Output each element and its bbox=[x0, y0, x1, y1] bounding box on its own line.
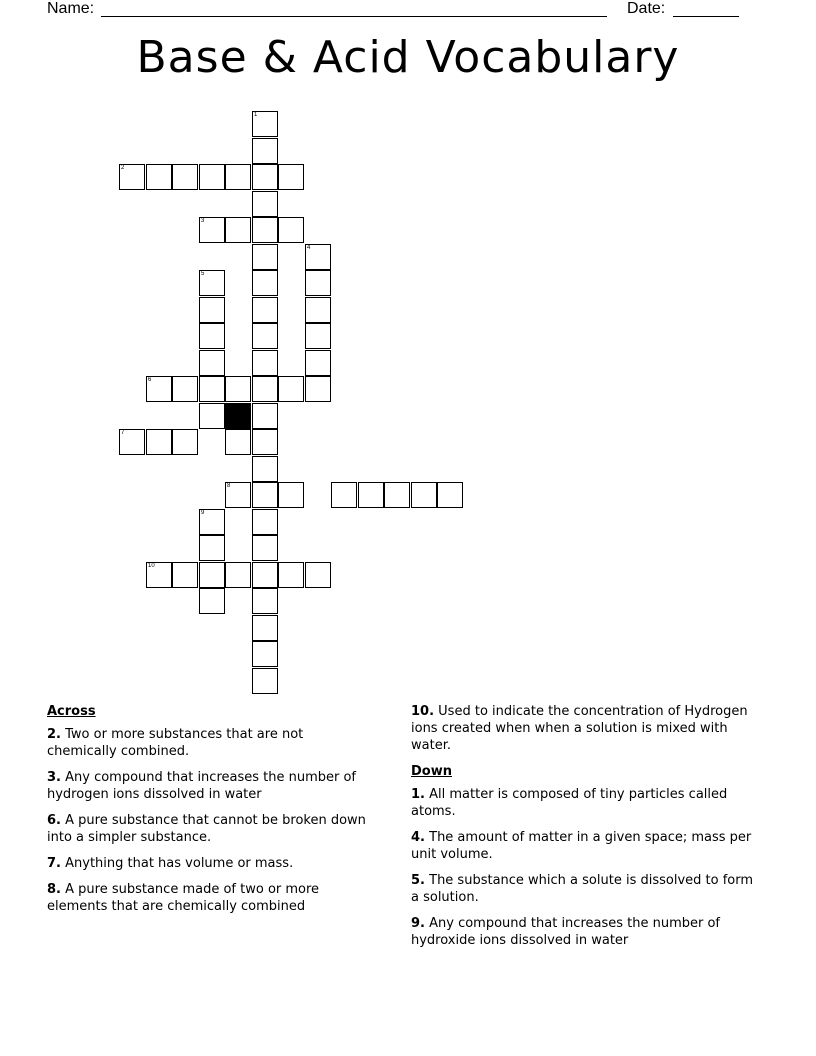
crossword-cell[interactable] bbox=[305, 244, 331, 270]
crossword-cell[interactable] bbox=[225, 429, 251, 455]
crossword-cell[interactable] bbox=[252, 509, 278, 535]
crossword-cell[interactable] bbox=[199, 588, 225, 614]
crossword-cell[interactable] bbox=[252, 376, 278, 402]
crossword-cell[interactable] bbox=[252, 164, 278, 190]
crossword-cell[interactable] bbox=[252, 191, 278, 217]
crossword-cell[interactable] bbox=[252, 217, 278, 243]
clue-across-7: 7. Anything that has volume or mass. bbox=[47, 856, 294, 871]
clue-number: 6 bbox=[148, 377, 152, 383]
crossword-cell[interactable] bbox=[305, 297, 331, 323]
crossword-cell[interactable] bbox=[305, 350, 331, 376]
crossword-cell[interactable] bbox=[199, 535, 225, 561]
date-label: Date: bbox=[627, 0, 666, 17]
crossword-cell[interactable] bbox=[225, 482, 251, 508]
crossword-cell[interactable] bbox=[172, 376, 198, 402]
crossword-cell[interactable] bbox=[199, 297, 225, 323]
down-heading: Down bbox=[411, 764, 452, 779]
crossword-cell[interactable] bbox=[172, 164, 198, 190]
clue-number: 1 bbox=[254, 112, 258, 118]
crossword-cell[interactable] bbox=[252, 297, 278, 323]
crossword-cell[interactable] bbox=[146, 164, 172, 190]
crossword-cell[interactable] bbox=[252, 323, 278, 349]
crossword-cell[interactable] bbox=[199, 217, 225, 243]
crossword-cell[interactable] bbox=[199, 350, 225, 376]
black-cell bbox=[225, 403, 251, 429]
crossword-cell[interactable] bbox=[252, 138, 278, 164]
crossword-cell[interactable] bbox=[252, 429, 278, 455]
clue-number: 4 bbox=[307, 245, 311, 251]
crossword-cell[interactable] bbox=[278, 376, 304, 402]
crossword-cell[interactable] bbox=[305, 562, 331, 588]
crossword-cell[interactable] bbox=[252, 456, 278, 482]
crossword-cell[interactable] bbox=[331, 482, 357, 508]
crossword-cell[interactable] bbox=[172, 562, 198, 588]
clue-number: 3 bbox=[201, 218, 205, 224]
crossword-cell[interactable] bbox=[252, 588, 278, 614]
crossword-cell[interactable] bbox=[199, 403, 225, 429]
crossword-cell[interactable] bbox=[146, 562, 172, 588]
crossword-cell[interactable] bbox=[146, 429, 172, 455]
clue-down-1: 1. All matter is composed of tiny particles called atoms. bbox=[411, 787, 728, 819]
crossword-cell[interactable] bbox=[199, 323, 225, 349]
crossword-cell[interactable] bbox=[199, 164, 225, 190]
crossword-cell[interactable] bbox=[199, 562, 225, 588]
crossword-cell[interactable] bbox=[278, 562, 304, 588]
crossword-cell[interactable] bbox=[278, 482, 304, 508]
across-heading: Across bbox=[47, 704, 96, 719]
crossword-cell[interactable] bbox=[225, 164, 251, 190]
crossword-cell[interactable] bbox=[411, 482, 437, 508]
crossword-cell[interactable] bbox=[252, 270, 278, 296]
crossword-cell[interactable] bbox=[225, 217, 251, 243]
crossword-cell[interactable] bbox=[119, 164, 145, 190]
crossword-cell[interactable] bbox=[384, 482, 410, 508]
crossword-cell[interactable] bbox=[199, 270, 225, 296]
page-title: Base & Acid Vocabulary bbox=[136, 32, 680, 83]
crossword-cell[interactable] bbox=[305, 323, 331, 349]
crossword-cell[interactable] bbox=[252, 615, 278, 641]
crossword-cell[interactable] bbox=[437, 482, 463, 508]
clue-number: 2 bbox=[121, 165, 125, 171]
crossword-cell[interactable] bbox=[199, 509, 225, 535]
crossword-cell[interactable] bbox=[225, 376, 251, 402]
crossword-cell[interactable] bbox=[252, 350, 278, 376]
crossword-cell[interactable] bbox=[305, 270, 331, 296]
crossword-cell[interactable] bbox=[278, 164, 304, 190]
name-label: Name: bbox=[47, 0, 95, 17]
clue-number: 7 bbox=[121, 430, 125, 436]
clue-number: 8 bbox=[227, 483, 231, 489]
crossword-cell[interactable] bbox=[252, 668, 278, 694]
clue-down-4: 4. The amount of matter in a given space; mass per unit volume. bbox=[411, 830, 752, 862]
clue-across-10: 10. Used to indicate the concentration of Hydrogen ions created when when a solution is mixed with water. bbox=[411, 704, 748, 753]
crossword-cell[interactable] bbox=[252, 111, 278, 137]
clues-left-column bbox=[47, 703, 377, 924]
clue-down-5: 5. The substance which a solute is dissolved to form a solution. bbox=[411, 873, 754, 905]
clue-down-9: 9. Any compound that increases the number of hydroxide ions dissolved in water bbox=[411, 916, 721, 948]
crossword-cell[interactable] bbox=[252, 535, 278, 561]
crossword-cell[interactable] bbox=[119, 429, 145, 455]
clue-number: 10 bbox=[148, 563, 155, 569]
clue-across-8: 8. A pure substance made of two or more elements that are chemically combined bbox=[47, 882, 320, 914]
crossword-cell[interactable] bbox=[146, 376, 172, 402]
crossword-cell[interactable] bbox=[358, 482, 384, 508]
crossword-cell[interactable] bbox=[278, 217, 304, 243]
clue-number: 9 bbox=[201, 510, 205, 516]
crossword-cell[interactable] bbox=[305, 376, 331, 402]
crossword-cell[interactable] bbox=[252, 482, 278, 508]
clue-number: 5 bbox=[201, 271, 205, 277]
clue-across-3: 3. Any compound that increases the number of hydrogen ions dissolved in water bbox=[47, 770, 357, 802]
crossword-cell[interactable] bbox=[252, 244, 278, 270]
crossword-cell[interactable] bbox=[252, 562, 278, 588]
crossword-cell[interactable] bbox=[252, 403, 278, 429]
crossword-cell[interactable] bbox=[252, 641, 278, 667]
crossword-cell[interactable] bbox=[225, 562, 251, 588]
clues-right-column bbox=[411, 703, 761, 958]
clue-across-2: 2. Two or more substances that are not chemically combined. bbox=[47, 727, 304, 759]
crossword-cell[interactable] bbox=[172, 429, 198, 455]
crossword-cell[interactable] bbox=[199, 376, 225, 402]
clue-across-6: 6. A pure substance that cannot be broken down into a simpler substance. bbox=[47, 813, 366, 845]
